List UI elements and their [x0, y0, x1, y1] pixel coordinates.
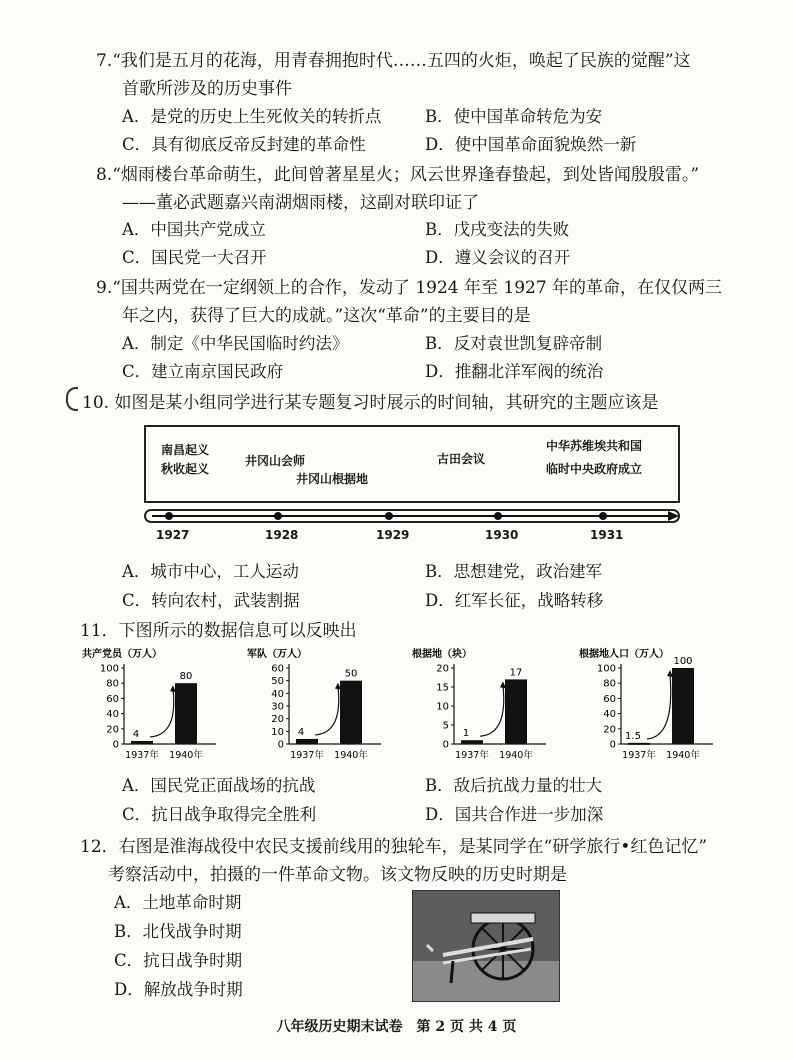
chart-0-ytick-label-0: 0 — [112, 739, 119, 751]
chart-2-ytick-label-1: 5 — [442, 720, 449, 732]
chart-2-ytick-label-0: 0 — [442, 739, 449, 751]
handwritten-bracket-mark — [66, 387, 78, 411]
q11-stem: 11．下图所示的数据信息可以反映出 — [80, 621, 357, 641]
timeline-event-jinggangshan-huishi: 井冈山会师 — [245, 454, 306, 468]
q7-option-a: A．是党的历史上生死攸关的转折点 — [122, 107, 382, 126]
timeline-arrow-icon — [668, 510, 680, 522]
chart-1-title: 军队（万人） — [247, 649, 307, 660]
timeline-event-soviet-line2: 临时中央政府成立 — [546, 462, 643, 476]
timeline-dot-1927 — [165, 512, 173, 520]
q8-option-c: C．国民党一大召开 — [122, 248, 267, 267]
chart-0-ytick-label-5: 100 — [99, 663, 119, 675]
q11-option-b: B．敌后抗战力量的壮大 — [425, 776, 603, 795]
q7-option-d: D．使中国革命面貌焕然一新 — [425, 135, 637, 154]
timeline-axis-line — [152, 515, 672, 517]
chart-2-trend-arrow — [480, 685, 504, 736]
q7-option-b: B．使中国革命转危为安 — [425, 107, 603, 126]
chart-3-ytick-label-4: 80 — [603, 678, 616, 690]
chart-1-ytick-label-4: 40 — [271, 688, 284, 700]
q7-option-c: C．具有彻底反帝反封建的革命性 — [122, 135, 366, 154]
q7-stem-line1: 7.“我们是五月的花海，用青春拥抱时代……五四的火炬，唤起了民族的觉醒”这 — [96, 51, 691, 71]
chart-0-category-1: 1940年 — [169, 750, 203, 761]
timeline-event-gutian: 古田会议 — [437, 452, 486, 466]
chart-1-category-0: 1937年 — [290, 750, 324, 761]
q10-option-b: B．思想建党，政治建军 — [425, 562, 603, 581]
chart-2-ytick-label-4: 20 — [436, 663, 449, 675]
chart-1-ytick-label-3: 30 — [271, 701, 284, 713]
q12-stem-line1: 12．右图是淮海战役中农民支援前线用的独轮车，是某同学在“研学旅行•红色记忆” — [80, 837, 708, 857]
chart-1-bar-1 — [340, 681, 362, 744]
q12-option-c: C．抗日战争时期 — [114, 951, 243, 970]
q8-stem-line2: ——董必武题嘉兴南湖烟雨楼，这副对联印证了 — [122, 193, 479, 213]
timeline-dot-1928 — [274, 512, 282, 520]
chart-3-bar-0 — [628, 743, 650, 745]
chart-2-ytick-label-2: 10 — [436, 701, 449, 713]
timeline-year-1927: 1927 — [156, 528, 190, 542]
chart-3-category-0: 1937年 — [622, 750, 656, 761]
chart-1-ytick-label-6: 60 — [271, 663, 284, 675]
q9-option-b: B．反对袁世凯复辟帝制 — [425, 334, 603, 353]
q12-option-d: D．解放战争时期 — [114, 980, 243, 999]
timeline-event-nanchang: 南昌起义 — [161, 443, 210, 457]
chart-1-value-label-1: 50 — [344, 668, 358, 680]
chart-2-value-label-0: 1 — [462, 728, 470, 740]
timeline-dot-1931 — [599, 512, 607, 520]
chart-0-value-label-0: 4 — [132, 728, 140, 740]
q8-option-b: B．戊戌变法的失败 — [425, 220, 570, 239]
q8-stem-line1: 8.“烟雨楼台革命萌生，此间曾著星星火；风云世界逢春蛰起，到处皆闻殷殷雷。” — [96, 165, 700, 185]
chart-0-ytick-label-4: 80 — [106, 678, 119, 690]
chart-0-bar-1 — [175, 683, 197, 744]
q9-stem-line2: 年之内，获得了巨大的成就。”这次“革命”的主要目的是 — [122, 306, 531, 326]
timeline-dot-1929 — [385, 512, 393, 520]
q11-option-d: D．国共合作进一步加深 — [425, 805, 604, 824]
q12-stem-line2: 考察活动中，拍摄的一件革命文物。该文物反映的历史时期是 — [108, 865, 567, 885]
page-footer: 八年级历史期末试卷 第 2 页 共 4 页 — [276, 1019, 517, 1035]
chart-2-ytick-label-3: 15 — [436, 682, 449, 694]
chart-0-category-0: 1937年 — [125, 750, 159, 761]
chart-2-title: 根据地（块） — [412, 649, 472, 660]
q12-option-b: B．北伐战争时期 — [114, 922, 242, 941]
chart-1-ytick-label-2: 20 — [271, 714, 284, 726]
chart-0-value-label-1: 80 — [179, 671, 193, 683]
chart-3-ytick-label-5: 100 — [596, 663, 616, 675]
chart-0-ytick-label-1: 20 — [106, 724, 119, 736]
timeline-year-1930: 1930 — [485, 528, 519, 542]
q10-option-a: A．城市中心，工人运动 — [122, 562, 299, 581]
chart-1-bar-0 — [296, 739, 318, 744]
wheelbarrow-illustration — [413, 891, 560, 1002]
q12-option-a: A．土地革命时期 — [114, 893, 242, 912]
q9-option-c: C．建立南京国民政府 — [122, 362, 284, 381]
q9-stem-line1: 9.“国共两党在一定纲领上的合作，发动了 1924 年至 1927 年的革命，在仅仅两三 — [96, 278, 723, 298]
q9-option-d: D．推翻北洋军阀的统治 — [425, 362, 604, 381]
chart-0-ytick-label-3: 60 — [106, 693, 119, 705]
chart-1-ytick-label-0: 0 — [277, 739, 284, 751]
q11-charts-figure — [80, 644, 740, 772]
chart-3-bar-1 — [672, 668, 694, 744]
timeline-year-1929: 1929 — [376, 528, 410, 542]
chart-3-title: 根据地人口（万人） — [579, 649, 669, 660]
wheelbarrow-photo — [412, 890, 560, 1002]
timeline-event-qiushou: 秋收起义 — [161, 462, 210, 476]
chart-0-ytick-label-2: 40 — [106, 709, 119, 721]
q10-option-d: D．红军长征，战略转移 — [425, 591, 604, 610]
chart-2-category-1: 1940年 — [499, 750, 533, 761]
chart-2-bar-1 — [505, 679, 527, 744]
timeline-event-soviet-line1: 中华苏维埃共和国 — [546, 439, 643, 453]
q7-stem-line2: 首歌所涉及的历史事件 — [122, 79, 292, 99]
chart-3-trend-arrow — [647, 674, 671, 739]
chart-3-category-1: 1940年 — [666, 750, 700, 761]
chart-0-trend-arrow — [150, 689, 174, 737]
chart-3-ytick-label-0: 0 — [609, 739, 616, 751]
chart-3-ytick-label-2: 40 — [603, 709, 616, 721]
chart-0-title: 共产党员（万人） — [82, 649, 162, 660]
chart-3-ytick-label-3: 60 — [603, 693, 616, 705]
chart-0-bar-0 — [131, 741, 153, 744]
chart-1-value-label-0: 4 — [297, 726, 305, 738]
q10-stem: 10. 如图是某小组同学进行某专题复习时展示的时间轴，其研究的主题应该是 — [82, 393, 659, 413]
chart-2-bar-0 — [461, 740, 483, 744]
q9-option-a: A．制定《中华民国临时约法》 — [122, 334, 349, 353]
chart-2-category-0: 1937年 — [455, 750, 489, 761]
q11-option-c: C．抗日战争取得完全胜利 — [122, 805, 317, 824]
chart-3-ytick-label-1: 20 — [603, 724, 616, 736]
chart-1-trend-arrow — [315, 687, 339, 735]
timeline-year-1928: 1928 — [265, 528, 299, 542]
timeline-event-jinggangshan-base: 井冈山根据地 — [296, 472, 369, 486]
timeline-year-1931: 1931 — [590, 528, 624, 542]
q11-option-a: A．国民党正面战场的抗战 — [122, 776, 316, 795]
chart-1-category-1: 1940年 — [334, 750, 368, 761]
chart-1-ytick-label-5: 50 — [271, 676, 284, 688]
timeline-dot-1930 — [494, 512, 502, 520]
q10-option-c: C．转向农村，武装割据 — [122, 591, 300, 610]
chart-2-value-label-1: 17 — [509, 667, 523, 679]
chart-3-value-label-0: 1.5 — [625, 730, 641, 742]
chart-1-ytick-label-1: 10 — [271, 726, 284, 738]
chart-3-value-label-1: 100 — [673, 656, 693, 667]
q8-option-a: A．中国共产党成立 — [122, 220, 266, 239]
q8-option-d: D．遵义会议的召开 — [425, 248, 571, 267]
